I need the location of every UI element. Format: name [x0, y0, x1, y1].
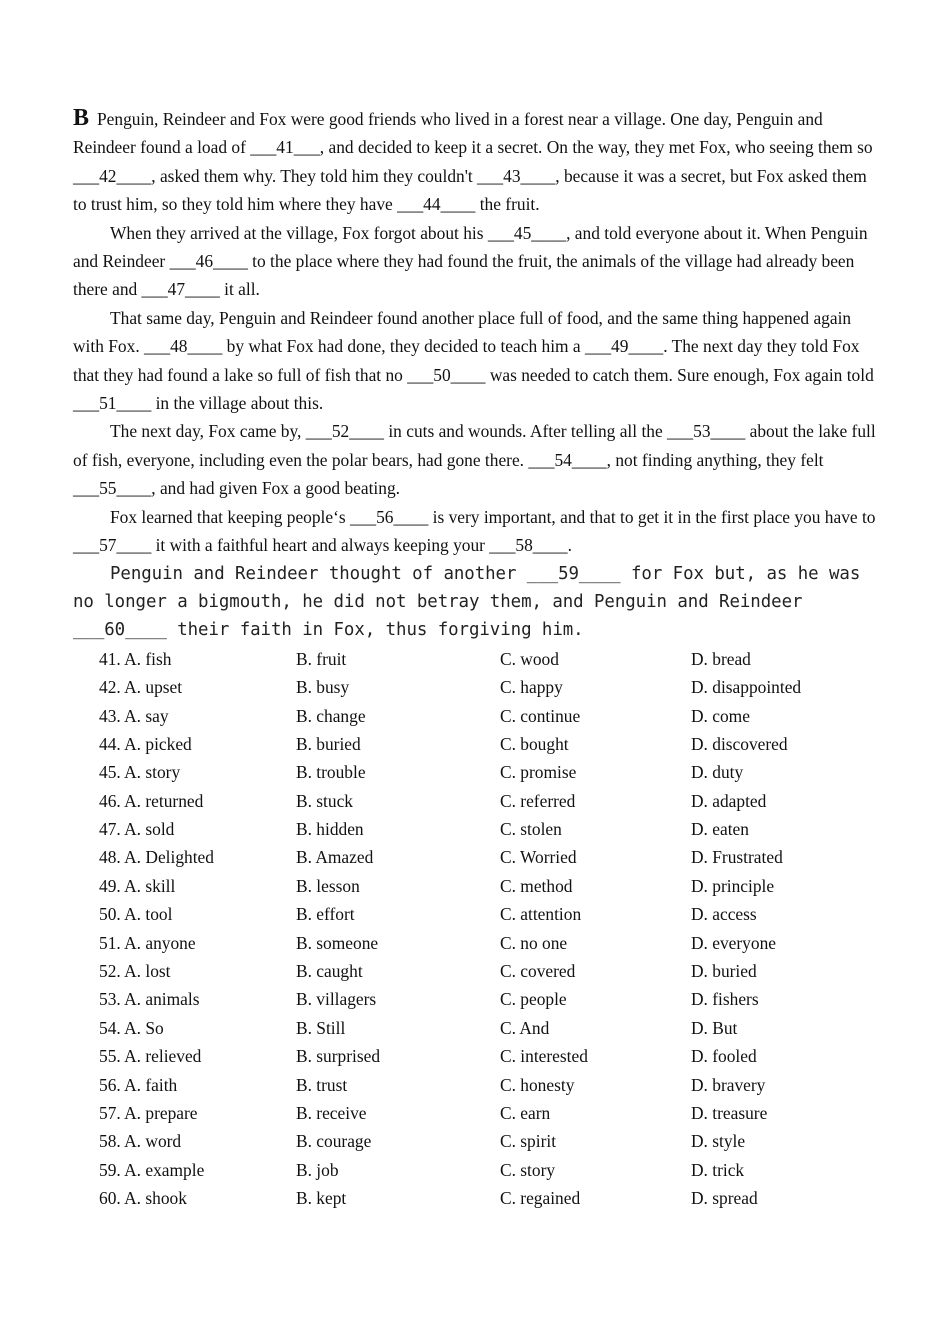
option-choice: C. referred [500, 790, 576, 811]
option-row [73, 758, 879, 786]
option-choice: C. stolen [500, 819, 562, 840]
option-choice: 60. A. shook [99, 1188, 187, 1209]
option-choice: D. trick [691, 1159, 745, 1180]
option-choice: B. trouble [296, 762, 366, 783]
paragraph-2: When they arrived at the village, Fox forgot about his ___45____, and told everyone about it. When Penguin and Reindeer ___46____ to the place where they had found the fruit, the animals of the village had already been there and ___47____ it all. [73, 222, 868, 300]
option-choice: C. earn [500, 1102, 551, 1123]
option-row [73, 673, 879, 701]
section-label: B [73, 105, 90, 131]
option-choice: 46. A. returned [99, 790, 204, 811]
option-choice: D. discovered [691, 733, 788, 754]
option-choice: B. effort [296, 904, 355, 925]
option-choice: D. treasure [691, 1102, 768, 1123]
option-choice: 57. A. prepare [99, 1102, 198, 1123]
option-choice: D. come [691, 705, 750, 726]
option-choice: D. principle [691, 875, 775, 896]
option-choice: D. disappointed [691, 677, 802, 698]
option-row [73, 957, 879, 985]
option-choice: 45. A. story [99, 762, 181, 783]
option-choice: C. honesty [500, 1074, 575, 1095]
option-choice: C. promise [500, 762, 577, 783]
option-choice: 54. A. So [99, 1017, 164, 1038]
document-page [73, 104, 879, 1213]
option-row [73, 1071, 879, 1099]
paragraph-4: The next day, Fox came by, ___52____ in cuts and wounds. After telling all the ___53____ about the lake full of fish, everyone, including even the polar bears, had gone there. ___54____, not finding anything, they felt ___55____, and had given Fox a good beating. [73, 421, 876, 499]
paragraph-6: Penguin and Reindeer thought of another ___59____ for Fox but, as he was no longer a bigmouth, he did not betray them, and Penguin and Reindeer ___60____ their faith in Fox, thus forgiving him. [73, 563, 861, 641]
option-row [73, 843, 879, 871]
option-choice: 52. A. lost [99, 961, 171, 982]
option-row [73, 815, 879, 843]
option-choice: C. regained [500, 1188, 581, 1209]
option-choice: C. method [500, 875, 573, 896]
option-choice: 43. A. say [99, 705, 169, 726]
option-choice: B. change [296, 705, 366, 726]
option-choice: B. lesson [296, 875, 360, 896]
option-choice: 48. A. Delighted [99, 847, 214, 868]
option-row [73, 872, 879, 900]
answer-options [73, 645, 879, 1213]
option-choice: C. happy [500, 677, 563, 698]
option-choice: D. fishers [691, 989, 759, 1010]
option-choice: D. spread [691, 1188, 758, 1209]
option-row [73, 985, 879, 1013]
option-choice: 58. A. word [99, 1131, 182, 1152]
option-choice: B. job [296, 1159, 339, 1180]
option-choice: 47. A. sold [99, 819, 175, 840]
option-row [73, 1127, 879, 1155]
option-choice: C. Worried [500, 847, 577, 868]
option-row [73, 929, 879, 957]
option-choice: D. style [691, 1131, 746, 1152]
option-choice: B. receive [296, 1102, 367, 1123]
option-row [73, 1014, 879, 1042]
paragraph-1-text: Penguin, Reindeer and Fox were good friends who lived in a forest near a village. One day, Penguin and Reindeer found a load of ___41___, and decided to keep it a secret. On the way, they met Fox, who seeing them so ___42____, asked them why. They told him they couldn't ___43____, because it was a secret, but Fox asked them to trust him, so they told him where they have ___44____ the fruit. [73, 109, 873, 215]
option-choice: C. story [500, 1159, 556, 1180]
option-choice: C. no one [500, 932, 568, 953]
option-choice: D. adapted [691, 790, 767, 811]
option-choice: 56. A. faith [99, 1074, 178, 1095]
option-choice: B. stuck [296, 790, 354, 811]
option-choice: D. bread [691, 648, 751, 669]
option-choice: 42. A. upset [99, 677, 183, 698]
option-choice: B. Amazed [296, 847, 374, 868]
option-row [73, 1156, 879, 1184]
option-row [73, 787, 879, 815]
option-choice: D. fooled [691, 1046, 757, 1067]
option-choice: B. trust [296, 1074, 348, 1095]
option-choice: C. spirit [500, 1131, 557, 1152]
option-choice: D. everyone [691, 932, 776, 953]
option-choice: C. people [500, 989, 567, 1010]
option-choice: B. courage [296, 1131, 372, 1152]
option-choice: B. busy [296, 677, 350, 698]
option-choice: D. duty [691, 762, 744, 783]
option-choice: D. Frustrated [691, 847, 783, 868]
option-choice: D. access [691, 904, 757, 925]
paragraph-5: Fox learned that keeping people‘s ___56____ is very important, and that to get it in the first place you have to ___57____ it with a faithful heart and always keeping your ___58____. [73, 506, 876, 556]
option-choice: 41. A. fish [99, 648, 172, 669]
paragraph-3: That same day, Penguin and Reindeer found another place full of food, and the same thing happened again with Fox. ___48____ by what Fox had done, they decided to teach him a ___49____. The next day they told Fox that they had found a lake so full of fish that no ___50____ was needed to catch them. Sure enough, Fox again told ___51____ in the village about this. [73, 307, 874, 414]
option-choice: B. villagers [296, 989, 377, 1010]
option-row [73, 645, 879, 673]
option-choice: B. hidden [296, 819, 364, 840]
option-row [73, 1184, 879, 1212]
option-choice: D. eaten [691, 819, 749, 840]
option-choice: B. fruit [296, 648, 347, 669]
option-choice: D. But [691, 1017, 738, 1038]
option-choice: 50. A. tool [99, 904, 173, 925]
option-choice: C. And [500, 1017, 550, 1038]
option-choice: C. covered [500, 961, 576, 982]
option-choice: B. someone [296, 932, 379, 953]
option-choice: C. bought [500, 733, 569, 754]
option-choice: B. buried [296, 733, 361, 754]
option-row [73, 900, 879, 928]
option-choice: D. buried [691, 961, 757, 982]
option-row [73, 702, 879, 730]
paragraph-1 [73, 104, 879, 219]
option-choice: D. bravery [691, 1074, 766, 1095]
option-choice: 53. A. animals [99, 989, 200, 1010]
option-choice: C. interested [500, 1046, 588, 1067]
option-choice: B. surprised [296, 1046, 381, 1067]
option-row [73, 730, 879, 758]
option-choice: 49. A. skill [99, 875, 176, 896]
option-choice: 55. A. relieved [99, 1046, 202, 1067]
option-choice: 51. A. anyone [99, 932, 196, 953]
option-choice: B. Still [296, 1017, 346, 1038]
option-choice: C. continue [500, 705, 581, 726]
option-choice: B. kept [296, 1188, 347, 1209]
option-choice: 44. A. picked [99, 733, 192, 754]
option-choice: C. wood [500, 648, 559, 669]
option-choice: B. caught [296, 961, 363, 982]
option-choice: C. attention [500, 904, 582, 925]
option-choice: 59. A. example [99, 1159, 205, 1180]
option-row [73, 1042, 879, 1070]
option-row [73, 1099, 879, 1127]
